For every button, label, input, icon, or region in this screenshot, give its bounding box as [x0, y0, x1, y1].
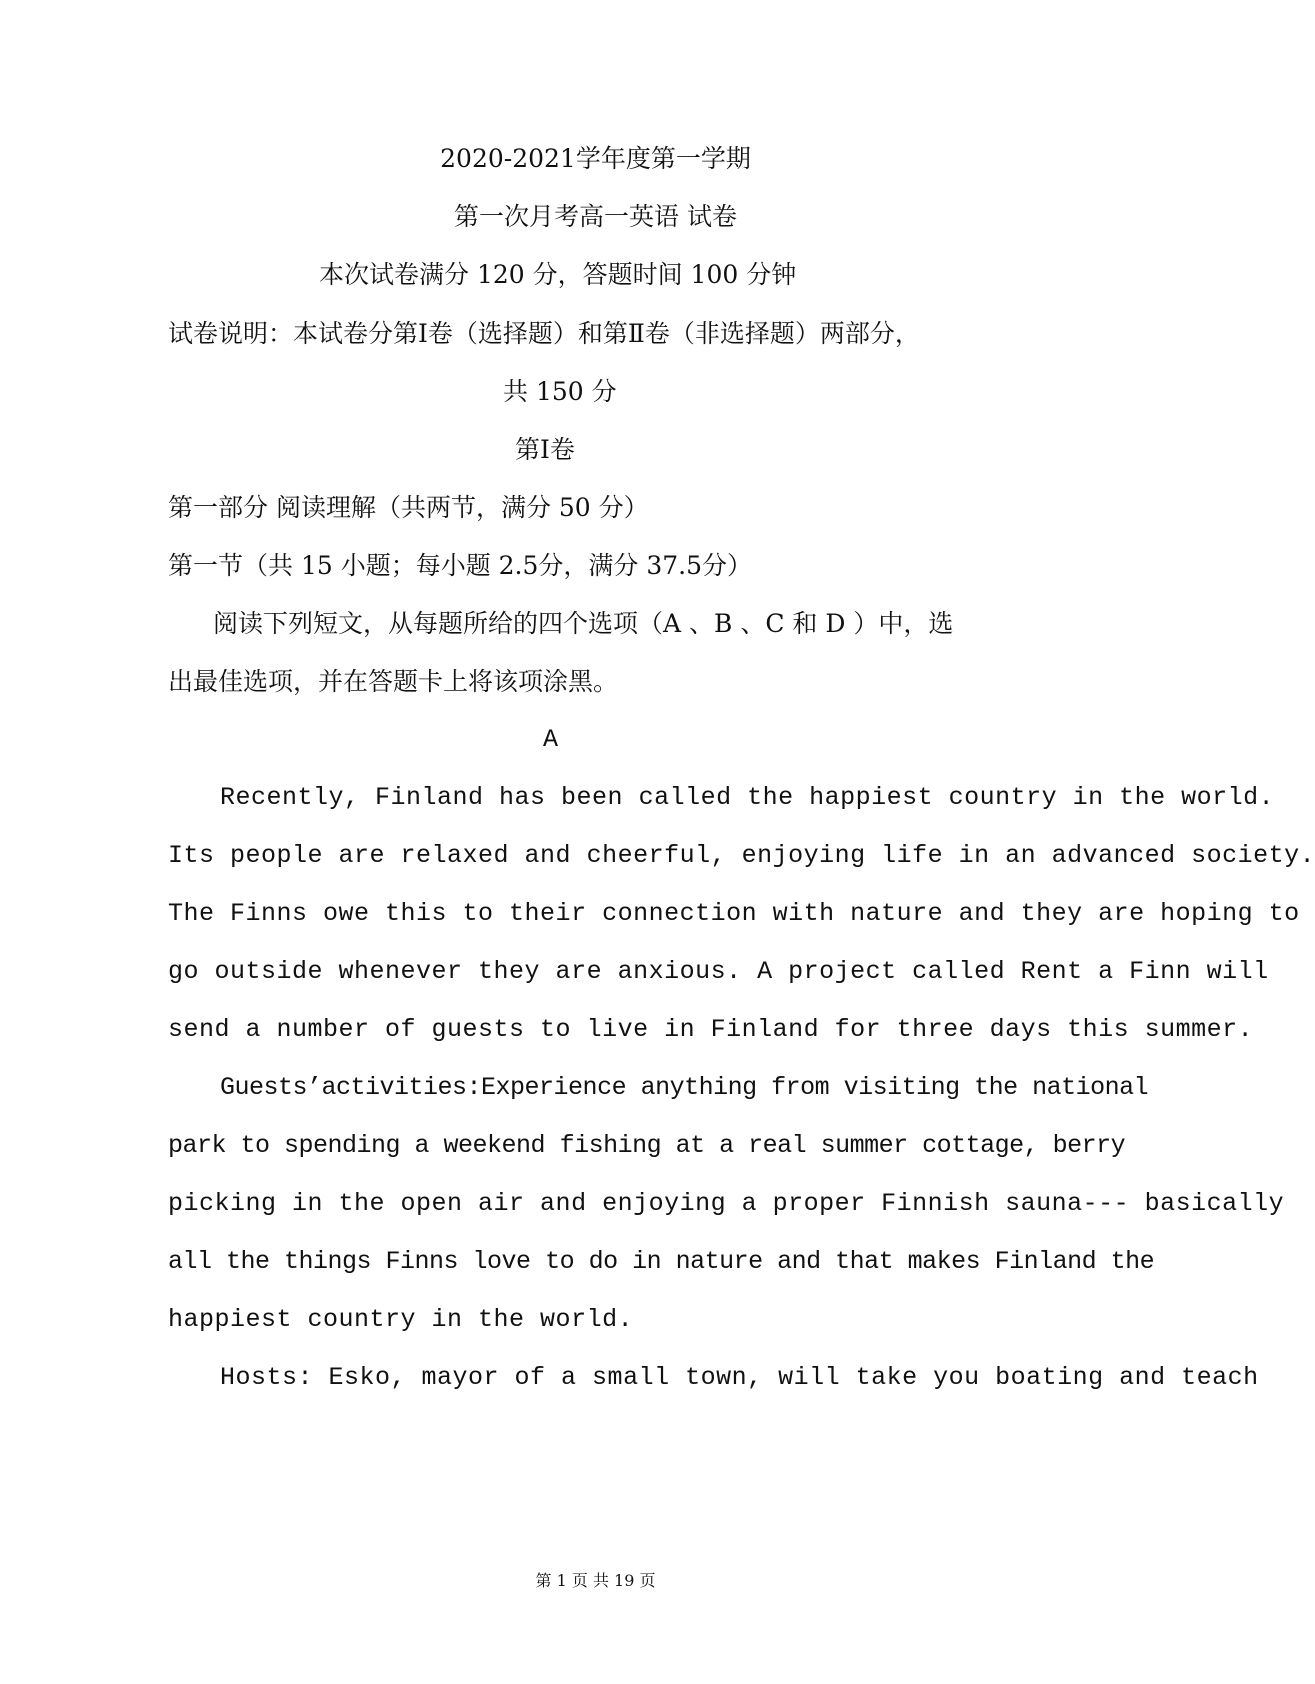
term-heading: 2020-2021学年度第一学期: [440, 144, 751, 173]
passage-line: all the things Finns love to do in nature and that makes Finland the: [168, 1247, 1155, 1276]
passage-line: Recently, Finland has been called the happiest country in the world.: [220, 783, 1275, 812]
passage-line: happiest country in the world.: [168, 1305, 634, 1334]
passage-line: Its people are relaxed and cheerful, enjoying life in an advanced society.: [168, 841, 1315, 870]
passage-line: send a number of guests to live in Finland for three days this summer.: [168, 1015, 1254, 1044]
passage-line: Hosts: Esko, mayor of a small town, will take you boating and teach: [220, 1363, 1259, 1392]
passage-line: The Finns owe this to their connection with nature and they are hoping to: [168, 899, 1300, 928]
score-time-note: 本次试卷满分 120 分，答题时间 100 分钟: [319, 260, 797, 289]
instruction-line: 出最佳选项，并在答题卡上将该项涂黑。: [168, 667, 619, 696]
passage-line: picking in the open air and enjoying a proper Finnish sauna--- basically: [168, 1189, 1285, 1218]
exam-description: 试卷说明：本试卷分第Ⅰ卷（选择题）和第Ⅱ卷（非选择题）两部分，: [168, 319, 920, 348]
passage-label: A: [543, 725, 559, 754]
total-score: 共 150 分: [503, 377, 617, 406]
volume-heading: 第Ⅰ卷: [515, 435, 575, 464]
instruction-line: 阅读下列短文，从每题所给的四个选项（A 、B 、C 和 D ）中，选: [213, 609, 954, 638]
part-title: 第一部分 阅读理解（共两节，满分 50 分）: [168, 493, 649, 522]
passage-line: park to spending a weekend fishing at a real summer cottage, berry: [168, 1131, 1126, 1160]
section-title: 第一节（共 15 小题；每小题 2.5分，满分 37.5分）: [168, 551, 753, 580]
page-footer: 第 1 页 共 19 页: [535, 1571, 656, 1590]
passage-line: Guests’activities:Experience anything from visiting the national: [220, 1073, 1149, 1102]
exam-title: 第一次月考高一英语 试卷: [454, 202, 737, 231]
passage-line: go outside whenever they are anxious. A project called Rent a Finn will: [168, 957, 1269, 986]
